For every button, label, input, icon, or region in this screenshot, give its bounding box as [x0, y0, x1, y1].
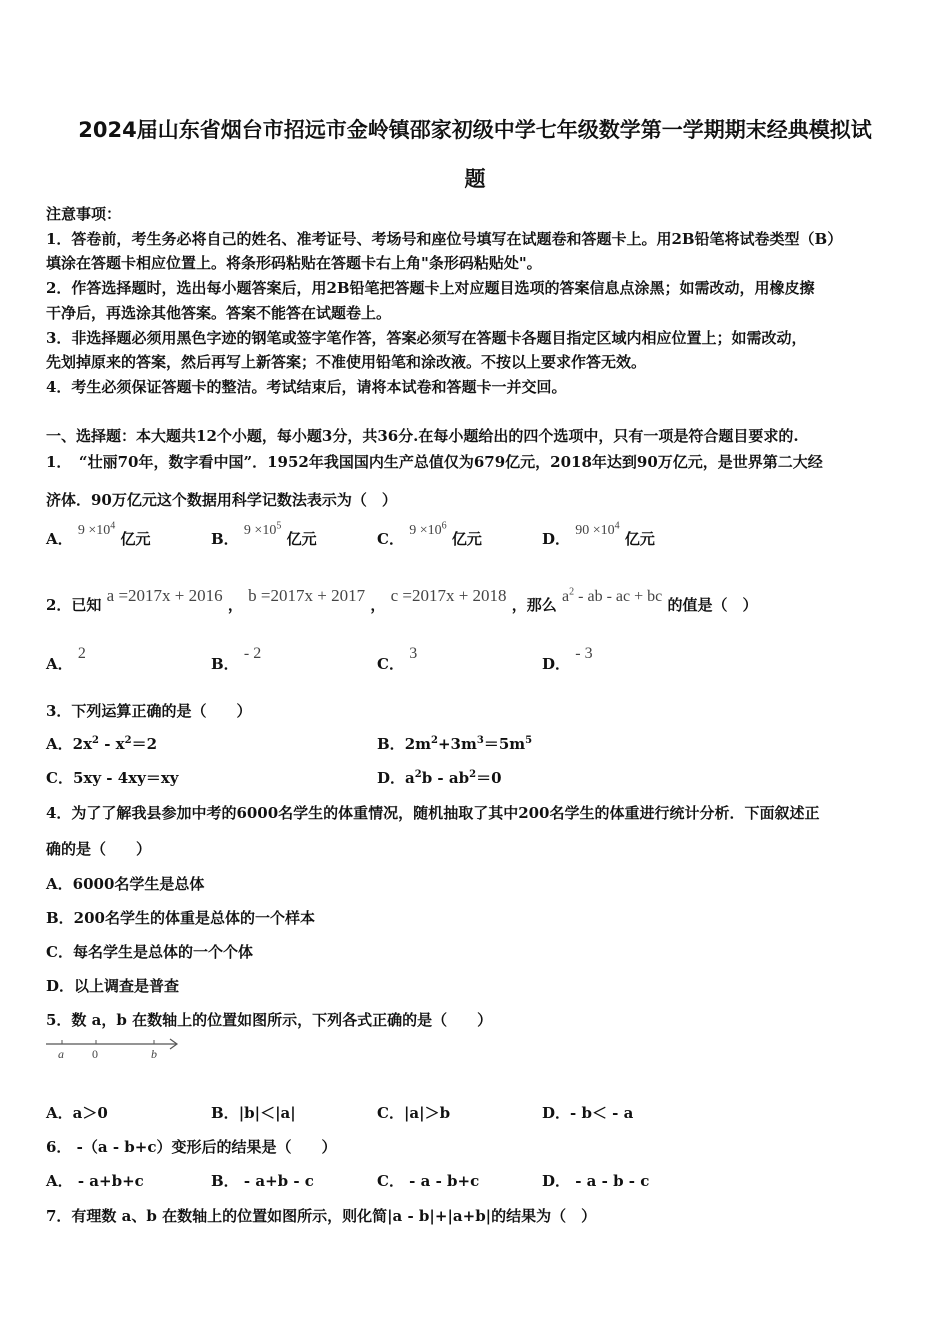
number-line-figure	[46, 1036, 186, 1064]
q3-option-c[interactable]: C．5xy - 4xy＝xy	[46, 769, 179, 787]
q5-option-b[interactable]: B．|b|＜|a|	[211, 1104, 296, 1122]
option-label: D．	[542, 530, 571, 548]
option-math: $90 \times 10^4$	[575, 520, 620, 538]
option-unit: 亿元	[120, 530, 151, 548]
exam-title-line1: 2024届山东省烟台市招远市金岭镇邵家初级中学七年级数学第一学期期末经典模拟试	[78, 118, 872, 142]
q2-option-d[interactable]	[542, 642, 593, 673]
option-label: A．	[46, 655, 73, 673]
option-math: $9 \times 10^6$	[409, 520, 447, 538]
q2-option-b[interactable]	[211, 642, 262, 673]
q5-option-c[interactable]: C．|a|＞b	[377, 1104, 451, 1122]
option-unit: 亿元	[451, 530, 482, 548]
q2-expression: $a^2$ - ab - ac + bc	[562, 586, 663, 605]
q3-stem: 3．下列运算正确的是（ ）	[46, 702, 252, 720]
q5-option-d[interactable]: D．- b＜ - a	[542, 1104, 634, 1122]
option-label: C．	[377, 530, 404, 548]
q3-option-b[interactable]: B．$2m^2+3m^3=5m^5$	[377, 735, 533, 753]
option-value: 2	[77, 645, 86, 662]
option-label: C．	[377, 655, 404, 673]
q2-c-expr: c =2017x + 2018	[390, 586, 507, 605]
notice-line: 3．非选择题必须用黑色字迹的钢笔或签字笔作答，答案必须写在答题卡各题目指定区域内相应位置上；如需改动，	[46, 329, 807, 347]
q4-stem-line2: 确的是（ ）	[46, 840, 152, 858]
q4-option-a[interactable]: A．6000名学生是总体	[46, 875, 205, 893]
option-unit: 亿元	[624, 530, 655, 548]
option-label: B．	[211, 655, 239, 673]
label-zero: 0	[92, 1047, 98, 1061]
q1-option-a[interactable]	[46, 520, 151, 549]
notice-line: 1．答卷前，考生务必将自己的姓名、准考证号、考场号和座位号填写在试题卷和答题卡上。用2B铅笔将试卷类型（B）	[46, 230, 843, 248]
option-value: - 2	[243, 645, 262, 662]
q2-stem: 2．已知 a =2017x + 2016 ， b =2017x + 2017 ， c =2017x + 2018 ，那么 $a^2$ - ab - ac + bc 的值是（ ）	[46, 586, 758, 614]
notice-line: 先划掉原来的答案，然后再写上新答案；不准使用铅笔和涂改液。不按以上要求作答无效。	[46, 353, 647, 371]
q1-option-b[interactable]	[211, 520, 317, 549]
q2-option-c[interactable]	[377, 642, 418, 673]
q3-option-a[interactable]: A．$2x^2 - x^2=2$	[46, 735, 158, 753]
notice-line: 干净后，再选涂其他答案。答案不能答在试题卷上。	[46, 304, 392, 322]
option-math: $9 \times 10^4$	[77, 520, 116, 538]
q1-stem-line2: 济体．90万亿元这个数据用科学记数法表示为（ ）	[46, 491, 397, 509]
option-math: $9 \times 10^5$	[243, 520, 282, 538]
notice-line: 2．作答选择题时，选出每小题答案后，用2B铅笔把答题卡上对应题目选项的答案信息点涂黑；如需改动，用橡皮擦	[46, 279, 815, 297]
q5-option-a[interactable]: A．a＞0	[46, 1104, 108, 1122]
notice-line: 4．考生必须保证答题卡的整洁。考试结束后，请将本试卷和答题卡一并交回。	[46, 378, 567, 396]
exam-title-line2: 题	[464, 167, 486, 191]
q4-option-d[interactable]: D．以上调查是普查	[46, 977, 180, 995]
q4-stem-line1: 4．为了了解我县参加中考的6000名学生的体重情况，随机抽取了其中200名学生的体重进行统计分析．下面叙述正	[46, 804, 820, 822]
q4-option-b[interactable]: B．200名学生的体重是总体的一个样本	[46, 909, 315, 927]
option-label: D．	[542, 655, 571, 673]
q2-a-expr: a =2017x + 2016	[106, 586, 223, 605]
label-b: b	[151, 1047, 157, 1061]
q2-option-a[interactable]	[46, 642, 86, 673]
q4-option-c[interactable]: C．每名学生是总体的一个个体	[46, 943, 253, 961]
label-a: a	[58, 1047, 64, 1061]
option-unit: 亿元	[286, 530, 317, 548]
q1-option-c[interactable]	[377, 520, 482, 549]
q3-option-d[interactable]: D．$a^2b - ab^2=0$	[377, 769, 502, 787]
notice-heading: 注意事项：	[46, 205, 122, 223]
q6-option-c[interactable]: C． - a - b+c	[377, 1172, 480, 1190]
q1-option-d[interactable]	[542, 520, 655, 549]
q1-stem-line1: 1． “壮丽70年，数字看中国”．1952年我国国内生产总值仅为679亿元，2018年达到90万亿元，是世界第二大经	[46, 453, 823, 471]
q6-stem: 6． -（a - b+c）变形后的结果是（ ）	[46, 1138, 337, 1156]
q6-option-d[interactable]: D． - a - b - c	[542, 1172, 650, 1190]
q5-stem: 5．数 a，b 在数轴上的位置如图所示，下列各式正确的是（ ）	[46, 1011, 493, 1029]
option-value: 3	[409, 645, 418, 662]
option-value: - 3	[575, 645, 593, 662]
q2-b-expr: b =2017x + 2017	[248, 586, 366, 605]
q6-option-b[interactable]: B． - a+b - c	[211, 1172, 314, 1190]
section-heading: 一、选择题：本大题共12个小题，每小题3分，共36分.在每小题给出的四个选项中，只有一项是符合题目要求的.	[46, 427, 799, 445]
q7-stem: 7．有理数 a、b 在数轴上的位置如图所示，则化简|a - b|+|a+b|的结果为（ ）	[46, 1207, 597, 1225]
notice-line: 填涂在答题卡相应位置上。将条形码粘贴在答题卡右上角"条形码粘贴处"。	[46, 254, 542, 272]
option-label: A．	[46, 530, 73, 548]
option-label: B．	[211, 530, 239, 548]
q6-option-a[interactable]: A． - a+b+c	[46, 1172, 144, 1190]
